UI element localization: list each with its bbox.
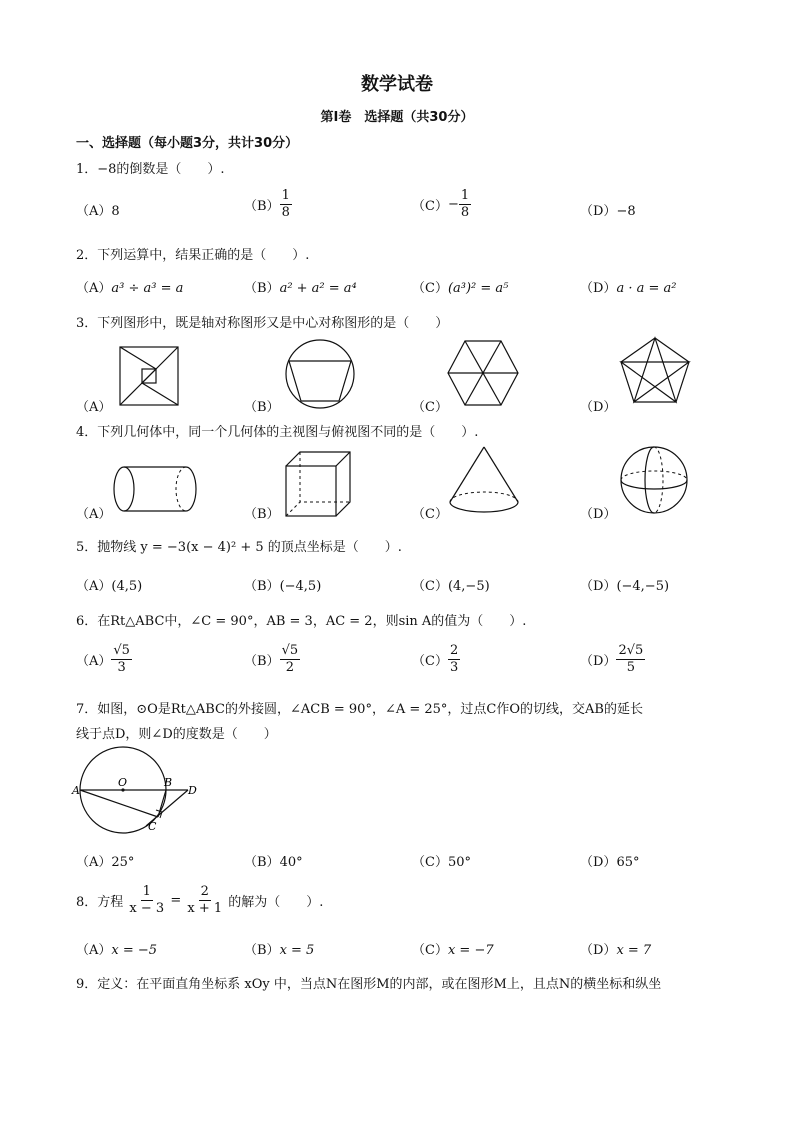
q1-option-b: （B） $\frac{1}{8}$ <box>244 188 290 220</box>
section-heading: 一、选择题（每小题3分，共计30分） <box>76 136 299 151</box>
q1-option-c: （C）− $\frac{1}{8}$ <box>412 188 470 220</box>
question-2-stem: 2．下列运算中，结果正确的是（ ）. <box>76 248 310 263</box>
q4-option-c: （C） <box>412 507 448 522</box>
pentagram-figure <box>619 336 691 406</box>
sphere-figure <box>618 444 690 516</box>
q6-option-c: （C） $\frac{2}{3}$ <box>412 643 459 675</box>
question-4-stem: 4．下列几何体中，同一个几何体的主视图与俯视图不同的是（ ）. <box>76 425 479 440</box>
q7-option-a: （A）25° <box>76 855 135 870</box>
q8-option-c: （C）x = −7 <box>412 943 494 958</box>
q6-option-a: （A） $\frac{√5}{3}$ <box>76 643 130 675</box>
q5-option-d: （D）(−4,−5) <box>580 579 670 594</box>
cylinder-figure <box>112 460 202 518</box>
question-9-stem: 9．定义：在平面直角坐标系 xOy 中，当点N在图形M的内部，或在图形M上，且点N的横坐标和纵坐 <box>76 977 662 992</box>
part-heading: 第I卷 选择题（共30分） <box>320 110 474 125</box>
q5-option-c: （C）(4,−5) <box>412 579 490 594</box>
q7-option-d: （D）65° <box>580 855 640 870</box>
q8-option-b: （B）x = 5 <box>244 943 315 958</box>
circle-tangent-figure <box>70 744 210 840</box>
question-3-stem: 3．下列图形中，既是轴对称图形又是中心对称图形的是（ ） <box>76 316 449 331</box>
label-C: C <box>148 820 157 833</box>
q7-option-c: （C）50° <box>412 855 471 870</box>
question-6-stem: 6．在Rt△ABC中，∠C = 90°，AB = 3，AC = 2，则sin A的值为（ ）. <box>76 614 527 629</box>
q2-option-d: （D）a · a = a² <box>580 281 677 296</box>
label-O: O <box>118 776 128 789</box>
q1-option-d: （D）−8 <box>580 204 636 219</box>
question-1-stem: 1．−8的倒数是（ ）. <box>76 162 225 177</box>
q2-option-a: （A）a³ ÷ a³ = a <box>76 281 184 296</box>
trapezoid-in-circle-figure <box>283 337 357 411</box>
pinwheel-square-figure <box>118 345 180 407</box>
hexagon-figure <box>446 338 520 408</box>
q2-option-c: （C）(a³)² = a⁵ <box>412 281 509 296</box>
q3-option-c: （C） <box>412 400 448 415</box>
label-B: B <box>164 776 173 789</box>
q1-option-a: （A）8 <box>76 204 120 219</box>
q8-option-d: （D）x = 7 <box>580 943 652 958</box>
q2-option-b: （B）a² + a² = a⁴ <box>244 281 357 296</box>
page-title: 数学试卷 <box>361 74 433 95</box>
q4-option-a: （A） <box>76 507 112 522</box>
cone-figure <box>446 444 522 518</box>
question-5-stem: 5．抛物线 y = −3(x − 4)² + 5 的顶点坐标是（ ）. <box>76 540 402 555</box>
q8-option-a: （A）x = −5 <box>76 943 158 958</box>
question-7-stem-line1: 7．如图，⊙O是Rt△ABC的外接圆，∠ACB = 90°，∠A = 25°，过点C作O的切线，交AB的延长 <box>76 702 643 717</box>
q4-option-d: （D） <box>580 507 617 522</box>
q5-option-a: （A）(4,5) <box>76 579 143 594</box>
question-8-stem: 8．方程 $\frac{1}{x - 3}$ = $\frac{2}{x + 1}$ 的解为（ ）. <box>76 884 324 916</box>
q4-option-b: （B） <box>244 507 280 522</box>
q7-option-b: （B）40° <box>244 855 303 870</box>
q3-option-b: （B） <box>244 400 280 415</box>
q3-option-d: （D） <box>580 400 617 415</box>
q3-option-a: （A） <box>76 400 112 415</box>
cube-figure <box>282 450 354 522</box>
q6-option-d: （D） $\frac{2√5}{5}$ <box>580 643 644 675</box>
label-A: A <box>72 784 80 797</box>
q6-option-b: （B） $\frac{√5}{2}$ <box>244 643 299 675</box>
label-D: D <box>188 784 197 797</box>
q5-option-b: （B）(−4,5) <box>244 579 322 594</box>
question-7-stem-line2: 线于点D，则∠D的度数是（ ） <box>76 727 277 742</box>
